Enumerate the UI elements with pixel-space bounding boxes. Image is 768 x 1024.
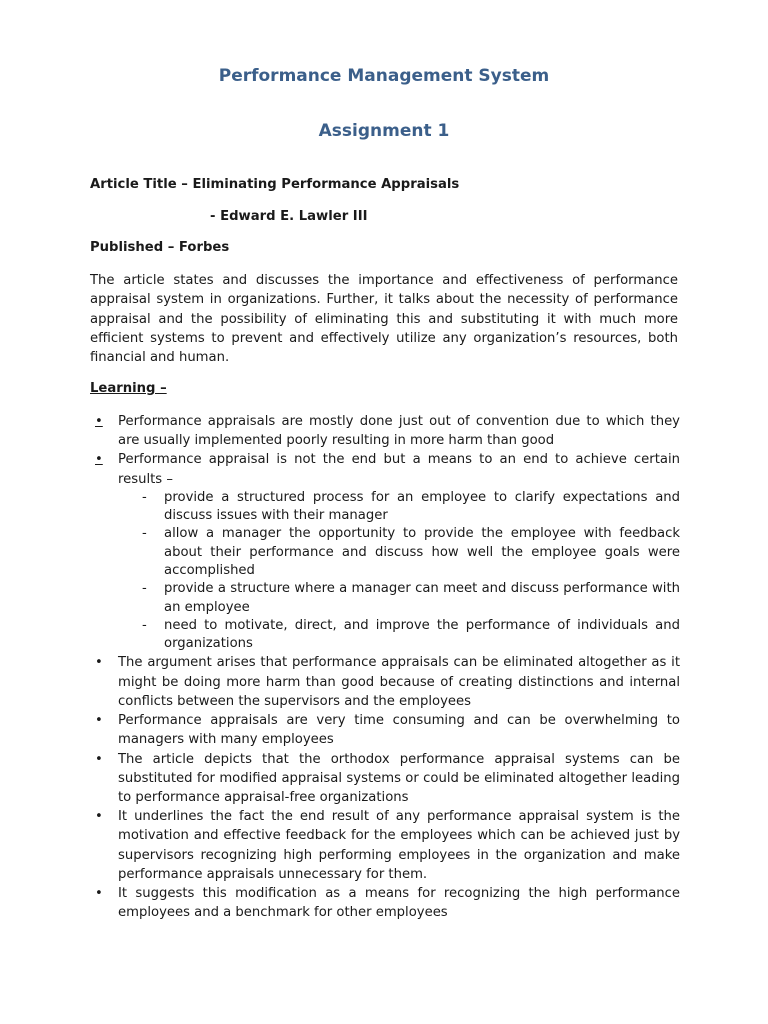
bullet-icon: • bbox=[95, 885, 103, 901]
learning-heading: Learning – bbox=[90, 381, 167, 396]
published-line: Published – Forbes bbox=[90, 240, 230, 255]
dash-icon: - bbox=[142, 526, 147, 542]
list-item-text: The article depicts that the orthodox performance appraisal systems can be substituted for modified appraisal systems or could be eliminated altogether leading to performance appraisal-free organizations bbox=[118, 751, 680, 805]
list-item-text: Performance appraisals are mostly done just out of convention due to which they are usually implemented poorly resulting in more harm than good bbox=[118, 414, 680, 449]
list-item bbox=[90, 750, 680, 808]
list-item-text: The argument arises that performance appraisals can be eliminated altogether as it might be doing more harm than good because of creating distinctions and internal conflicts between the supervisors and the employees bbox=[118, 655, 680, 709]
bullet-icon: • bbox=[95, 751, 103, 767]
list-item bbox=[90, 884, 680, 922]
bullet-icon: • bbox=[95, 713, 103, 729]
bullet-icon: • bbox=[95, 452, 103, 468]
sub-list-item bbox=[118, 525, 680, 580]
document-title: Performance Management System bbox=[218, 66, 550, 86]
dash-icon: - bbox=[142, 617, 147, 633]
list-item bbox=[90, 412, 680, 450]
list-item-text: It underlines the fact the end result of any performance appraisal system is the motivation and effective feedback for the employees which can be achieved just by supervisors recognizing high performing employees in the organization and make performance appraisals unnecessary for them. bbox=[118, 809, 680, 882]
bullet-icon: • bbox=[95, 809, 103, 825]
document-subtitle: Assignment 1 bbox=[318, 121, 450, 141]
list-item bbox=[90, 711, 680, 749]
sub-list-item-text: allow a manager the opportunity to provide the employee with feedback about their performance and discuss how well the employee goals were accomplished bbox=[164, 526, 680, 578]
bullet-icon: • bbox=[95, 655, 103, 671]
learning-list bbox=[90, 412, 680, 922]
sub-list bbox=[118, 489, 680, 654]
sub-list-item-text: provide a structure where a manager can meet and discuss performance with an employee bbox=[164, 581, 680, 615]
list-item-text: Performance appraisals are very time consuming and can be overwhelming to managers with many employees bbox=[118, 713, 680, 748]
sub-list-item bbox=[118, 617, 680, 654]
list-item bbox=[90, 807, 680, 884]
bullet-icon: • bbox=[95, 414, 103, 429]
list-item-text: It suggests this modification as a means for recognizing the high performance employees and a benchmark for other employees bbox=[118, 885, 680, 921]
list-item bbox=[90, 653, 680, 711]
sub-list-item bbox=[118, 580, 680, 617]
article-title: Article Title – Eliminating Performance Appraisals bbox=[90, 177, 460, 192]
sub-list-item-text: need to motivate, direct, and improve the performance of individuals and organizations bbox=[164, 617, 680, 652]
dash-icon: - bbox=[142, 489, 147, 505]
list-item bbox=[90, 450, 680, 653]
article-author: - Edward E. Lawler III bbox=[210, 209, 368, 224]
sub-list-item bbox=[118, 489, 680, 526]
dash-icon: - bbox=[142, 581, 147, 597]
intro-paragraph: The article states and discusses the importance and effectiveness of performance appraisal system in organizations. Further, it talks about the necessity of performance appraisal and the possibility of eliminating this and substituting it with much more efficient systems to prevent and effectively utilize any organization’s resources, both financial and human. bbox=[90, 273, 678, 366]
sub-list-item-text: provide a structured process for an employee to clarify expectations and discuss issues with their manager bbox=[164, 489, 680, 524]
list-item-text: Performance appraisal is not the end but a means to an end to achieve certain results – bbox=[118, 452, 680, 487]
